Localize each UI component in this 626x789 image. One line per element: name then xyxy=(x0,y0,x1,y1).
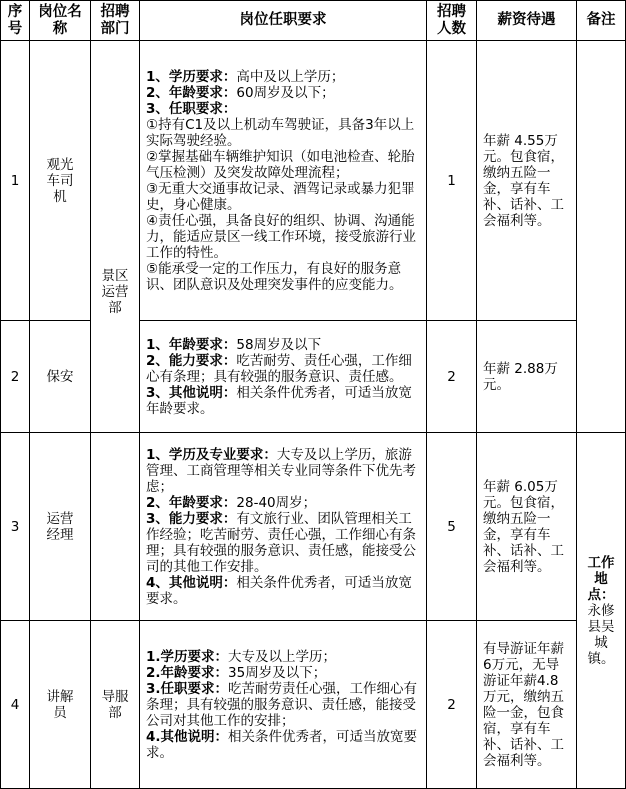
table-row xyxy=(1,41,626,321)
req-line: ④责任心强，具备良好的组织、协调、沟通能力，能适应景区一线工作环境，接受旅游行业工作的特性。 xyxy=(146,212,416,261)
row-requirements xyxy=(140,41,427,321)
position-text: 讲解员 xyxy=(46,688,74,721)
req-line: 1、学历及专业要求：大专及以上学历，旅游管理、工商管理等相关专业同等条件下优先考虑； xyxy=(146,446,416,495)
dept-empty xyxy=(91,433,140,621)
row-salary: 年薪 6.05万元。包食宿，缴纳五险一金，享有车补、话补、工会福利等。 xyxy=(477,433,577,621)
dept-guide xyxy=(91,621,140,789)
row-index: 1 xyxy=(1,41,30,321)
note-empty xyxy=(577,41,626,433)
req-line: 1、年龄要求：58周岁及以下 xyxy=(146,336,322,353)
req-line: 3、任职要求： xyxy=(146,100,237,117)
work-location-title: 工作地点： xyxy=(587,554,615,603)
header-row xyxy=(1,1,626,41)
req-line: 2.年龄要求：35周岁及以下； xyxy=(146,664,327,681)
header-position: 岗位名称 xyxy=(30,1,91,41)
row-position xyxy=(30,41,91,321)
header-note: 备注 xyxy=(577,1,626,41)
req-line: 2、能力要求：吃苦耐劳、责任心强，工作细心有条理；具有较强的服务意识、责任感。 xyxy=(146,352,412,385)
req-line: 4.其他说明：相关条件优秀者，可适当放宽要求。 xyxy=(146,728,418,761)
row-count: 1 xyxy=(427,41,477,321)
req-line: ⑤能承受一定的工作压力，有良好的服务意识、团队意识及处理突发事件的应变能力。 xyxy=(146,260,403,293)
row-requirements xyxy=(140,433,427,621)
row-position xyxy=(30,433,91,621)
row-requirements xyxy=(140,621,427,789)
header-requirements: 岗位任职要求 xyxy=(140,1,427,41)
row-salary: 年薪 4.55万元。包食宿，缴纳五险一金，享有车补、话补、工会福利等。 xyxy=(477,41,577,321)
row-requirements xyxy=(140,321,427,433)
row-index: 3 xyxy=(1,433,30,621)
req-line: 3、其他说明：相关条件优秀者，可适当放宽年龄要求。 xyxy=(146,384,412,417)
header-salary: 薪资待遇 xyxy=(477,1,577,41)
row-position: 保安 xyxy=(30,321,91,433)
row-count: 2 xyxy=(427,621,477,789)
table-row xyxy=(1,433,626,621)
table-row xyxy=(1,621,626,789)
req-line: ③无重大交通事故记录、酒驾记录或暴力犯罪史，身心健康。 xyxy=(146,180,415,213)
work-location-text: 永修县吴城镇。 xyxy=(587,602,615,667)
row-salary: 有导游证年薪6万元，无导游证年薪4.8万元，缴纳五险一金，包食宿，享有车补、话补、工会福利等。 xyxy=(477,621,577,789)
req-line: ②掌握基础车辆维护知识（如电池检查、轮胎气压检测）及突发故障处理流程； xyxy=(146,148,415,181)
header-index: 序号 xyxy=(1,1,30,41)
header-count: 招聘人数 xyxy=(427,1,477,41)
row-index: 4 xyxy=(1,621,30,789)
req-line: 1、学历要求：高中及以上学历； xyxy=(146,68,345,85)
row-count: 5 xyxy=(427,433,477,621)
req-line: 3.任职要求：吃苦耐劳责任心强，工作细心有条理；具有较强的服务意识、责任感，能接受公司对其他工作的安排； xyxy=(146,680,418,729)
req-line: 1.学历要求：大专及以上学历； xyxy=(146,648,337,665)
position-text: 运营经理 xyxy=(46,510,74,543)
header-dept: 招聘部门 xyxy=(91,1,140,41)
req-line: 2、年龄要求：28-40周岁； xyxy=(146,494,317,511)
row-count: 2 xyxy=(427,321,477,433)
dept-scenic-text: 景区运营部 xyxy=(101,267,129,316)
row-salary: 年薪 2.88万元。 xyxy=(477,321,577,433)
work-location xyxy=(577,433,626,789)
req-line: ①持有C1及以上机动车驾驶证，具备3年以上实际驾驶经验。 xyxy=(146,116,415,149)
req-line: 2、年龄要求：60周岁及以下； xyxy=(146,84,335,101)
row-position xyxy=(30,621,91,789)
dept-guide-text: 导服部 xyxy=(101,688,129,721)
req-line: 4、其他说明：相关条件优秀者，可适当放宽要求。 xyxy=(146,574,412,607)
req-line: 3、能力要求：有文旅行业、团队管理相关工作经验；吃苦耐劳、责任心强，工作细心有条理；具有较强的服务意识、责任感，能接受公司的其他工作安排。 xyxy=(146,510,416,575)
row-index: 2 xyxy=(1,321,30,433)
position-text: 观光车司机 xyxy=(46,156,74,205)
dept-scenic xyxy=(91,41,140,433)
